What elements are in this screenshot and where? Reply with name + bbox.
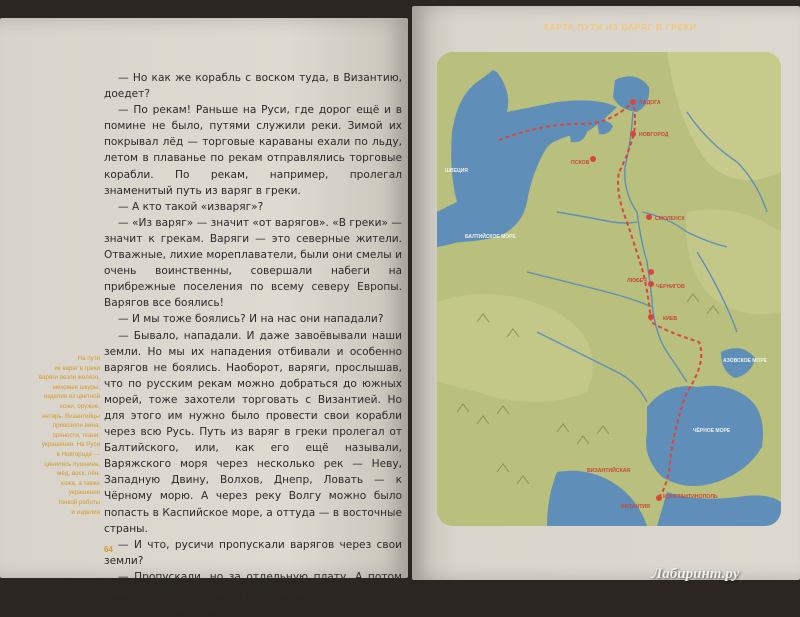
margin-note-line: варяги везли железо,: [38, 374, 100, 382]
label-lyubech: ЛЮБЕЧ: [627, 278, 647, 284]
left-page: [0, 18, 408, 616]
margin-note-line: и изделия: [71, 508, 100, 516]
paragraph: — По рекам! Раньше на Руси, где дорог ещё и в помине не было, путями служили реки. Зимой их покрывал лёд — торговые караваны ехали по льду, летом в плаванье по рекам отправлялись торговые корабли. По рекам, например, пролегал знаменитый путь из варяг в греки.: [104, 104, 402, 197]
label-byzantine-empire: ВИЗАНТИЙСКАЯ: [587, 468, 631, 474]
paragraph: — Пропускали, но за отдельную плату. А потом сами стали брать товар у гостей на севере, везти их на юг и там выгодно продавать.: [104, 570, 402, 616]
margin-note-line: янтарь. Византийцы: [41, 412, 100, 420]
margin-note-line: ценились пушнина,: [44, 460, 100, 468]
margin-note-line: мёд, воск, лён,: [57, 470, 100, 478]
label-kiev: КИЕВ: [663, 316, 678, 322]
margin-note-line: пряности, ткани,: [52, 431, 100, 439]
city-marker-chernigov: [648, 281, 654, 287]
paragraph: — Но как же корабль с воском туда, в Византию, доедет?: [104, 72, 402, 101]
paragraph: — Бывало, нападали. И даже завоёвывали наши земли. Но мы их нападения отбивали и особенно варягов не боялись. Наоборот, варяги, прослышав, что по русским рекам можно добраться до южных морей, тоже захотели торговать с Византией. Но для этого им нужно было провести свои корабли через всю Русь. Путь из варяг в греки пролегал от Балтийского, или, как его ещё называли, Варяжского моря через несколько рек — Неву, Западную Двину, Волхов, Днепр, Ловать — к Чёрному морю. А через реку Волгу можно было попасть в Каспийское море, а оттуда — в восточные страны.: [104, 329, 402, 535]
margin-note-line: украшения: [68, 489, 100, 497]
margin-note-line: из варяг в греки: [54, 364, 100, 372]
route-map: [437, 52, 781, 526]
paragraph: — И мы тоже боялись? И на нас они нападали?: [118, 313, 384, 326]
margin-note-line: в Новгороде —: [56, 450, 100, 458]
city-marker-kiev: [648, 314, 654, 320]
margin-note-line: кожи, оружие,: [60, 402, 100, 410]
label-smolensk: СМОЛЕНСК: [655, 216, 685, 222]
label-sweden: ШВЕЦИЯ: [445, 168, 468, 174]
margin-note-line: На пути: [77, 355, 100, 362]
label-byzantium: ВИЗАНТИЯ: [621, 504, 650, 510]
city-marker-ladoga: [630, 99, 636, 105]
watermark: Лабиринт.ру: [652, 566, 740, 582]
label-constantinople: КОНСТАНТИНОПОЛЬ: [663, 494, 718, 500]
paragraph: — И что, русичи пропускали варягов через свои земли?: [104, 538, 402, 567]
margin-note-line: меховые шкуры,: [52, 383, 100, 391]
label-novgorod: НОВГОРОД: [639, 132, 669, 138]
margin-note-line: украшения. На Руси: [41, 441, 100, 449]
margin-note: [14, 354, 100, 517]
label-chernigov: ЧЕРНИГОВ: [656, 284, 685, 290]
city-marker-constantinople: [656, 495, 662, 501]
city-marker-novgorod: [630, 131, 636, 137]
margin-note-line: тонкой работы: [57, 498, 100, 506]
paragraph: — «Из варяг» — значит «от варягов». «В греки» — значит к грекам. Варяги — это северные жители. Отважные, лихие мореплаватели, были они смелы и очень воинственны, совершали набеги на прибрежные поселения по всему северу Европы. Варягов все боялись!: [104, 216, 402, 310]
margin-note-line: кожа, а также: [61, 479, 100, 487]
label-baltic-sea: БАЛТИЙСКОЕ МОРЕ: [465, 234, 516, 240]
label-black-sea: ЧЁРНОЕ МОРЕ: [693, 428, 731, 434]
map-illustration: [437, 52, 781, 526]
label-azov-sea: АЗОВСКОЕ МОРЕ: [723, 358, 767, 364]
margin-note-line: изделия из цветной: [43, 393, 100, 401]
page-number: 64: [104, 545, 113, 554]
city-marker-smolensk: [646, 214, 652, 220]
paragraph: — А кто такой «изваряг»?: [118, 200, 264, 213]
map-title: КАРТА ПУТИ ИЗ ВАРЯГ В ГРЕКИ: [543, 22, 697, 32]
label-pskov: ПСКОВ: [571, 160, 590, 166]
margin-note-line: привозили вина,: [52, 422, 100, 430]
story-text: [104, 70, 402, 617]
city-marker-pskov: [590, 156, 596, 162]
city-marker-lyubech: [648, 269, 654, 275]
label-ladoga: ЛАДОГА: [639, 100, 661, 106]
